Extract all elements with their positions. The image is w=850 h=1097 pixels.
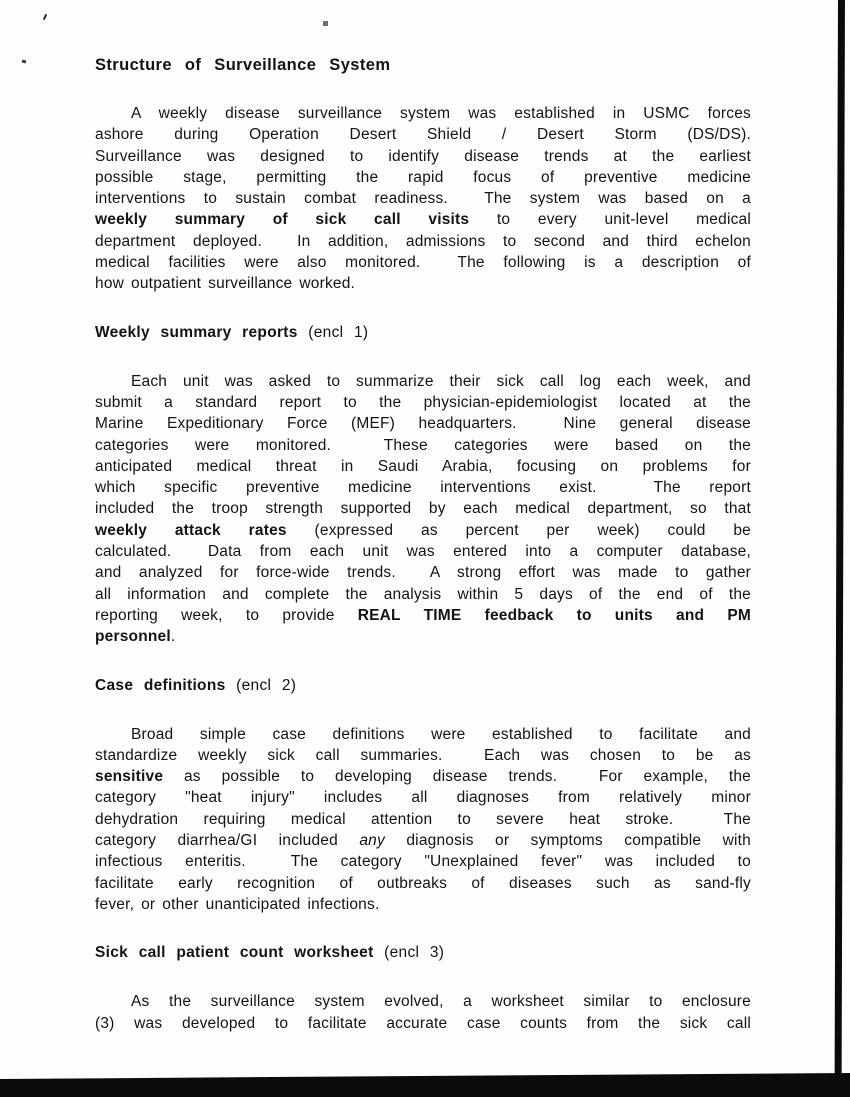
text-line <box>95 830 751 851</box>
text-run: interventions to sustain combat readiness. The system was based on a <box>95 190 751 208</box>
text-run: (encl 2) <box>225 676 297 694</box>
text-run: possible stage, permitting the rapid focus of preventive medicine <box>95 168 751 186</box>
text-run: reporting week, to provide <box>95 606 358 624</box>
text-run: Each unit was asked to summarize their sick call log each week, and <box>131 372 751 390</box>
text-line <box>95 413 751 434</box>
text-run: department deployed. In addition, admissions to second and third echelon <box>95 232 751 250</box>
text-run: calculated. Data from each unit was entered into a computer database, <box>95 543 751 561</box>
text-run: any <box>359 832 385 850</box>
paragraph <box>95 991 751 1034</box>
text-run: REAL TIME feedback to units and PM <box>357 606 751 624</box>
page-title <box>95 54 751 76</box>
text-run: ashore during Operation Desert Shield / Desert Storm (DS/DS). <box>95 126 751 144</box>
text-run: as possible to developing disease trends. For example, the <box>163 768 751 786</box>
text-line <box>95 991 751 1012</box>
text-run: Weekly summary reports <box>95 323 298 341</box>
text-line <box>95 209 751 230</box>
text-line <box>95 498 751 519</box>
text-line <box>95 724 751 745</box>
text-run: categories were monitored. These categories were based on the <box>95 436 751 454</box>
text-line <box>95 520 751 541</box>
text-run: Sick call patient count worksheet <box>95 944 374 962</box>
text-line <box>95 894 751 915</box>
text-line <box>95 188 751 209</box>
text-run: standardize weekly sick call summaries. Each was chosen to be as <box>95 746 751 764</box>
text-run: weekly attack rates <box>95 521 287 539</box>
text-run: A weekly disease surveillance system was established in USMC forces <box>131 105 751 122</box>
text-run: which specific preventive medicine interventions exist. The report <box>95 479 751 497</box>
text-run: fever, or other unanticipated infections. <box>95 895 380 913</box>
text-run: submit a standard report to the physician-epidemiologist located at the <box>95 393 751 411</box>
text-line <box>95 252 751 273</box>
text-run: facilitate early recognition of outbreaks of diseases such as sand-fly <box>95 874 751 892</box>
scan-artifact <box>43 14 47 20</box>
paragraph <box>95 371 751 648</box>
text-line <box>95 146 751 167</box>
text-line <box>95 167 751 188</box>
scan-artifact <box>323 21 328 26</box>
text-line <box>95 273 751 294</box>
text-run: medical facilities were also monitored. The following is a description of <box>95 254 751 272</box>
text-line <box>95 124 751 145</box>
text-run: . <box>170 628 176 646</box>
text-run: sensitive <box>95 768 164 786</box>
scan-edge-right <box>835 0 845 1097</box>
text-line <box>95 1013 751 1034</box>
text-run: personnel <box>95 628 171 646</box>
text-line <box>95 745 751 766</box>
text-line <box>95 103 751 124</box>
text-run: (encl 1) <box>297 323 369 341</box>
text-line <box>95 435 751 456</box>
text-line <box>95 851 751 872</box>
scan-artifact <box>22 60 27 64</box>
text-run: all information and complete the analysis within 5 days of the end of the <box>95 585 751 603</box>
text-line <box>95 477 751 498</box>
text-run: Marine Expeditionary Force (MEF) headquarters. Nine general disease <box>95 415 751 433</box>
text-line <box>95 392 751 413</box>
section-heading <box>95 675 751 697</box>
text-run: (encl 3) <box>373 944 445 962</box>
text-run: anticipated medical threat in Saudi Arabia, focusing on problems for <box>95 457 751 475</box>
text-run: Structure of Surveillance System <box>95 56 391 74</box>
text-run: Broad simple case definitions were established to facilitate and <box>131 725 751 743</box>
text-run: (3) was developed to facilitate accurate case counts from the sick call <box>95 1014 751 1032</box>
text-line <box>95 766 751 787</box>
text-run: As the surveillance system evolved, a worksheet similar to enclosure <box>131 993 751 1011</box>
text-run: Case definitions <box>95 676 226 694</box>
text-line <box>95 541 751 562</box>
text-run: to every unit-level medical <box>469 211 751 229</box>
text-line <box>95 562 751 583</box>
text-line <box>95 456 751 477</box>
text-line <box>95 605 751 626</box>
text-line <box>95 787 751 808</box>
text-line <box>95 371 751 392</box>
text-run: included the troop strength supported by each medical department, so that <box>95 500 751 518</box>
text-line <box>95 809 751 830</box>
document-content <box>95 54 751 1034</box>
section-heading <box>95 322 751 344</box>
paragraph <box>95 724 751 916</box>
text-run: diagnosis or symptoms compatible with <box>384 832 751 850</box>
text-run: and analyzed for force-wide trends. A strong effort was made to gather <box>95 564 751 582</box>
text-run: category diarrhea/GI included <box>95 832 360 850</box>
text-run: how outpatient surveillance worked. <box>95 275 356 293</box>
text-line <box>95 231 751 252</box>
text-line <box>95 626 751 647</box>
text-run: dehydration requiring medical attention to severe heat stroke. The <box>95 810 751 828</box>
text-run: infectious enteritis. The category "Unexplained fever" was included to <box>95 853 751 871</box>
text-line <box>95 873 751 894</box>
text-line <box>95 584 751 605</box>
text-run: Surveillance was designed to identify disease trends at the earliest <box>95 147 751 165</box>
paragraph <box>95 103 751 295</box>
scan-edge-bottom <box>0 1073 850 1097</box>
text-run: weekly summary of sick call visits <box>95 211 470 229</box>
text-run: (expressed as percent per week) could be <box>286 521 751 539</box>
section-heading <box>95 942 751 964</box>
text-run: category "heat injury" includes all diagnoses from relatively minor <box>95 789 751 807</box>
